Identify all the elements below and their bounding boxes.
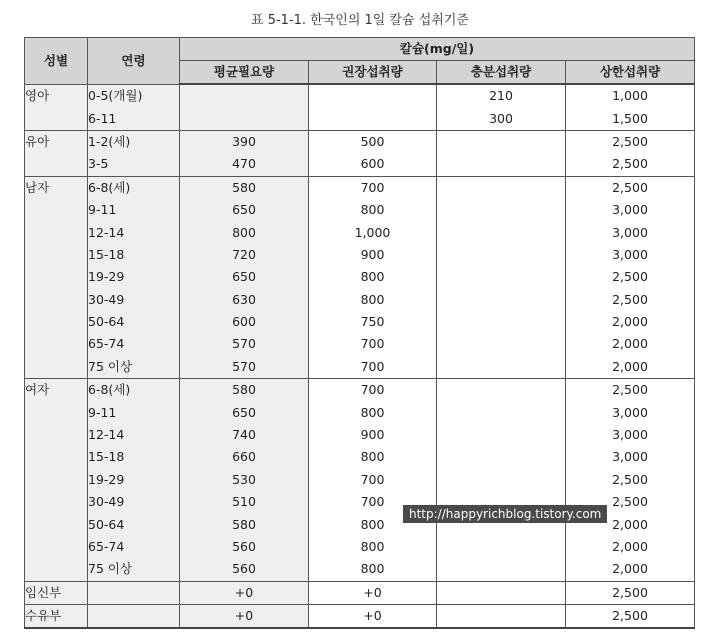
rni-cell: 700 [309,491,437,513]
age-cell: 65-74 [88,333,180,355]
ear-cell: 560 [180,558,309,581]
ai-cell [437,401,566,423]
ul-cell: 2,500 [566,581,695,604]
ai-cell [437,289,566,311]
rni-cell: 800 [309,558,437,581]
table-row [25,333,695,355]
group-label: 임신부 [25,581,88,604]
ear-cell: 720 [180,244,309,266]
ai-cell [437,604,566,628]
ear-cell: 390 [180,130,309,153]
ear-cell: 800 [180,221,309,243]
header-age: 연령 [88,38,180,85]
table-title: 표 5-1-1. 한국인의 1일 칼슘 섭취기준 [251,13,469,28]
age-cell: 9-11 [88,401,180,423]
age-cell: 1-2(세) [88,130,180,153]
rni-cell: +0 [309,581,437,604]
table-row [25,107,695,130]
table-row [25,446,695,468]
table-row [25,311,695,333]
ear-cell: 580 [180,379,309,402]
ul-cell: 2,500 [566,491,695,513]
ul-cell: 2,000 [566,513,695,535]
rni-cell: 800 [309,266,437,288]
header-sex: 성별 [25,38,88,85]
ear-cell [180,107,309,130]
ai-cell [437,199,566,221]
table-row [25,244,695,266]
ul-cell: 3,000 [566,446,695,468]
ai-cell [437,176,566,199]
ear-cell: +0 [180,581,309,604]
age-cell: 65-74 [88,536,180,558]
ai-cell [437,333,566,355]
age-cell [88,581,180,604]
rni-cell: 800 [309,199,437,221]
ear-cell: 660 [180,446,309,468]
ear-cell: 570 [180,333,309,355]
ear-cell [180,84,309,107]
age-cell: 19-29 [88,266,180,288]
age-cell: 19-29 [88,469,180,491]
rni-cell: 700 [309,356,437,379]
table-row [25,604,695,628]
age-cell: 75 이상 [88,558,180,581]
rni-cell: 700 [309,176,437,199]
ul-cell: 3,000 [566,244,695,266]
group-label: 수유부 [25,604,88,628]
ear-cell: 600 [180,311,309,333]
ul-cell: 2,500 [566,176,695,199]
ul-cell: 2,500 [566,379,695,402]
header-ear: 평균필요량 [180,61,309,85]
rni-cell [309,84,437,107]
ear-cell: +0 [180,604,309,628]
ai-cell [437,130,566,153]
ear-cell: 470 [180,153,309,176]
age-cell: 30-49 [88,491,180,513]
rni-cell: 800 [309,401,437,423]
ear-cell: 510 [180,491,309,513]
rni-cell: 800 [309,513,437,535]
table-row [25,266,695,288]
rni-cell: 700 [309,469,437,491]
rni-cell: 1,000 [309,221,437,243]
age-cell: 15-18 [88,446,180,468]
ul-cell: 2,500 [566,130,695,153]
ul-cell: 1,500 [566,107,695,130]
ul-cell: 3,000 [566,401,695,423]
ear-cell: 650 [180,199,309,221]
ai-cell [437,221,566,243]
rni-cell [309,107,437,130]
table-row [25,199,695,221]
group-label: 영아 [25,84,88,130]
age-cell: 3-5 [88,153,180,176]
rni-cell: 900 [309,244,437,266]
header-ai: 충분섭취량 [437,61,566,85]
ai-cell [437,558,566,581]
age-cell: 75 이상 [88,356,180,379]
age-cell: 6-8(세) [88,176,180,199]
ai-cell [437,153,566,176]
ai-cell [437,266,566,288]
rni-cell: 600 [309,153,437,176]
table-row [25,289,695,311]
rni-cell: 800 [309,289,437,311]
ul-cell: 3,000 [566,199,695,221]
table-row [25,84,695,107]
age-cell: 15-18 [88,244,180,266]
rni-cell: 800 [309,536,437,558]
ul-cell: 2,500 [566,469,695,491]
ul-cell: 2,000 [566,536,695,558]
rni-cell: 700 [309,379,437,402]
table-body [25,84,695,628]
ai-cell [437,311,566,333]
table-row [25,581,695,604]
ear-cell: 570 [180,356,309,379]
table-row [25,379,695,402]
ear-cell: 740 [180,424,309,446]
table-row [25,221,695,243]
header-ul: 상한섭취량 [566,61,695,85]
rni-cell: 750 [309,311,437,333]
ai-cell: 210 [437,84,566,107]
ai-cell [437,356,566,379]
ul-cell: 2,000 [566,558,695,581]
ai-cell [437,424,566,446]
table-row [25,469,695,491]
table-row [25,536,695,558]
ul-cell: 2,000 [566,356,695,379]
ul-cell: 2,000 [566,333,695,355]
ai-cell [437,379,566,402]
ul-cell: 1,000 [566,84,695,107]
ear-cell: 580 [180,176,309,199]
table-row [25,401,695,423]
calcium-intake-table [24,37,695,629]
age-cell: 30-49 [88,289,180,311]
header-rni: 권장섭취량 [309,61,437,85]
rni-cell: 900 [309,424,437,446]
table-row [25,130,695,153]
group-label: 여자 [25,379,88,582]
ai-cell: 300 [437,107,566,130]
ear-cell: 650 [180,401,309,423]
age-cell: 6-11 [88,107,180,130]
table-row [25,356,695,379]
ai-cell [437,581,566,604]
ear-cell: 530 [180,469,309,491]
age-cell: 50-64 [88,513,180,535]
table-row [25,176,695,199]
ul-cell: 3,000 [566,221,695,243]
age-cell: 9-11 [88,199,180,221]
age-cell [88,604,180,628]
ai-cell [437,446,566,468]
rni-cell: +0 [309,604,437,628]
ai-cell [437,469,566,491]
age-cell: 12-14 [88,221,180,243]
ul-cell: 3,000 [566,424,695,446]
ear-cell: 560 [180,536,309,558]
ul-cell: 2,500 [566,266,695,288]
ul-cell: 2,500 [566,153,695,176]
ear-cell: 650 [180,266,309,288]
ul-cell: 2,500 [566,604,695,628]
age-cell: 0-5(개월) [88,84,180,107]
ear-cell: 580 [180,513,309,535]
table-row [25,558,695,581]
age-cell: 6-8(세) [88,379,180,402]
ai-cell [437,244,566,266]
ai-cell [437,536,566,558]
group-label: 유아 [25,130,88,176]
header-calcium: 칼슘(mg/일) [180,38,695,61]
rni-cell: 700 [309,333,437,355]
rni-cell: 500 [309,130,437,153]
age-cell: 50-64 [88,311,180,333]
rni-cell: 800 [309,446,437,468]
group-label: 남자 [25,176,88,379]
watermark: http://happyrichblog.tistory.com [403,505,607,523]
ear-cell: 630 [180,289,309,311]
table-row [25,153,695,176]
table-row [25,424,695,446]
age-cell: 12-14 [88,424,180,446]
ul-cell: 2,500 [566,289,695,311]
ul-cell: 2,000 [566,311,695,333]
